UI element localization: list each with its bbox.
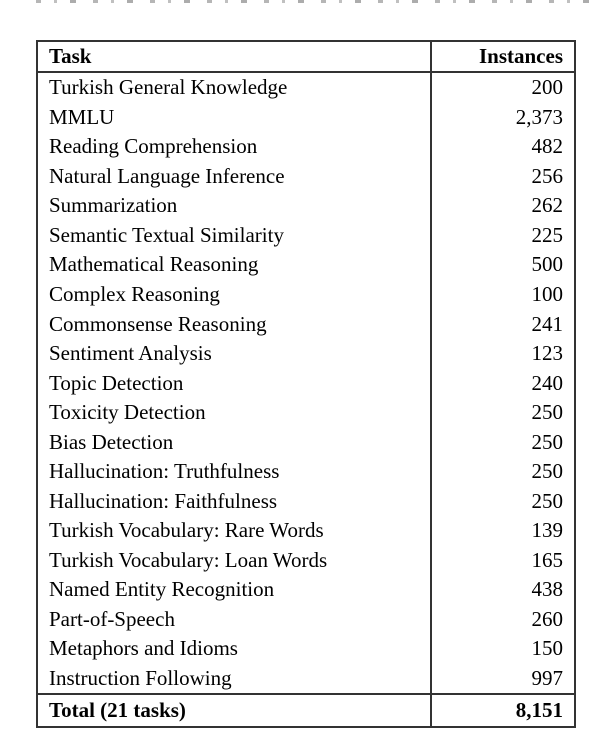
table-row [38, 191, 574, 221]
column-header-instances: Instances [430, 42, 574, 71]
instances-cell: 250 [430, 427, 574, 457]
cropped-caption-remnant [36, 0, 592, 3]
task-cell: Turkish General Knowledge [49, 75, 288, 100]
instances-cell: 165 [430, 546, 574, 576]
table-row [38, 427, 574, 457]
instances-cell: 200 [430, 73, 574, 103]
instances-cell: 438 [430, 575, 574, 605]
instances-cell: 997 [430, 664, 574, 694]
table-row [38, 280, 574, 310]
table-row [38, 368, 574, 398]
task-cell: Named Entity Recognition [49, 577, 275, 602]
instances-cell: 2,373 [430, 103, 574, 133]
task-cell: Natural Language Inference [49, 163, 285, 188]
instances-cell: 262 [430, 191, 574, 221]
table-row [38, 516, 574, 546]
task-cell: MMLU [49, 104, 115, 129]
task-cell: Reading Comprehension [49, 134, 258, 159]
table-row [38, 73, 574, 103]
table-row [38, 634, 574, 664]
instances-cell: 225 [430, 221, 574, 251]
instances-cell: 256 [430, 162, 574, 192]
table-row [38, 103, 574, 133]
total-label: Total (21 tasks) [49, 698, 186, 722]
task-cell: Semantic Textual Similarity [49, 222, 284, 247]
table-header-row [38, 42, 574, 73]
table-row [38, 221, 574, 251]
task-cell: Hallucination: Truthfulness [49, 459, 280, 484]
instances-cell: 260 [430, 605, 574, 635]
table-row [38, 398, 574, 428]
table-row [38, 339, 574, 369]
instances-cell: 250 [430, 457, 574, 487]
task-cell: Turkish Vocabulary: Loan Words [49, 547, 328, 572]
total-value: 8,151 [430, 695, 574, 726]
instances-cell: 240 [430, 368, 574, 398]
table-row [38, 546, 574, 576]
table-row [38, 605, 574, 635]
instances-cell: 250 [430, 486, 574, 516]
task-cell: Mathematical Reasoning [49, 252, 259, 277]
task-cell: Summarization [49, 193, 178, 218]
instances-cell: 482 [430, 132, 574, 162]
table-row [38, 486, 574, 516]
task-cell: Commonsense Reasoning [49, 311, 267, 336]
task-cell: Instruction Following [49, 665, 232, 690]
task-cell: Bias Detection [49, 429, 174, 454]
table-row [38, 250, 574, 280]
table-row [38, 309, 574, 339]
table-total-row [38, 693, 574, 726]
table-body [38, 73, 574, 693]
table-row [38, 575, 574, 605]
instances-cell: 500 [430, 250, 574, 280]
table-row [38, 664, 574, 694]
task-cell: Complex Reasoning [49, 281, 220, 306]
task-cell: Metaphors and Idioms [49, 636, 238, 661]
table-row [38, 162, 574, 192]
instances-cell: 150 [430, 634, 574, 664]
table-row [38, 457, 574, 487]
task-instances-table [36, 40, 576, 728]
task-cell: Part-of-Speech [49, 606, 175, 631]
task-cell: Hallucination: Faithfulness [49, 488, 278, 513]
task-cell: Topic Detection [49, 370, 184, 395]
instances-cell: 241 [430, 309, 574, 339]
instances-cell: 250 [430, 398, 574, 428]
instances-cell: 139 [430, 516, 574, 546]
task-cell: Toxicity Detection [49, 400, 206, 425]
column-header-task: Task [49, 44, 92, 68]
instances-cell: 123 [430, 339, 574, 369]
instances-cell: 100 [430, 280, 574, 310]
task-cell: Sentiment Analysis [49, 341, 212, 366]
table-row [38, 132, 574, 162]
task-cell: Turkish Vocabulary: Rare Words [49, 518, 324, 543]
